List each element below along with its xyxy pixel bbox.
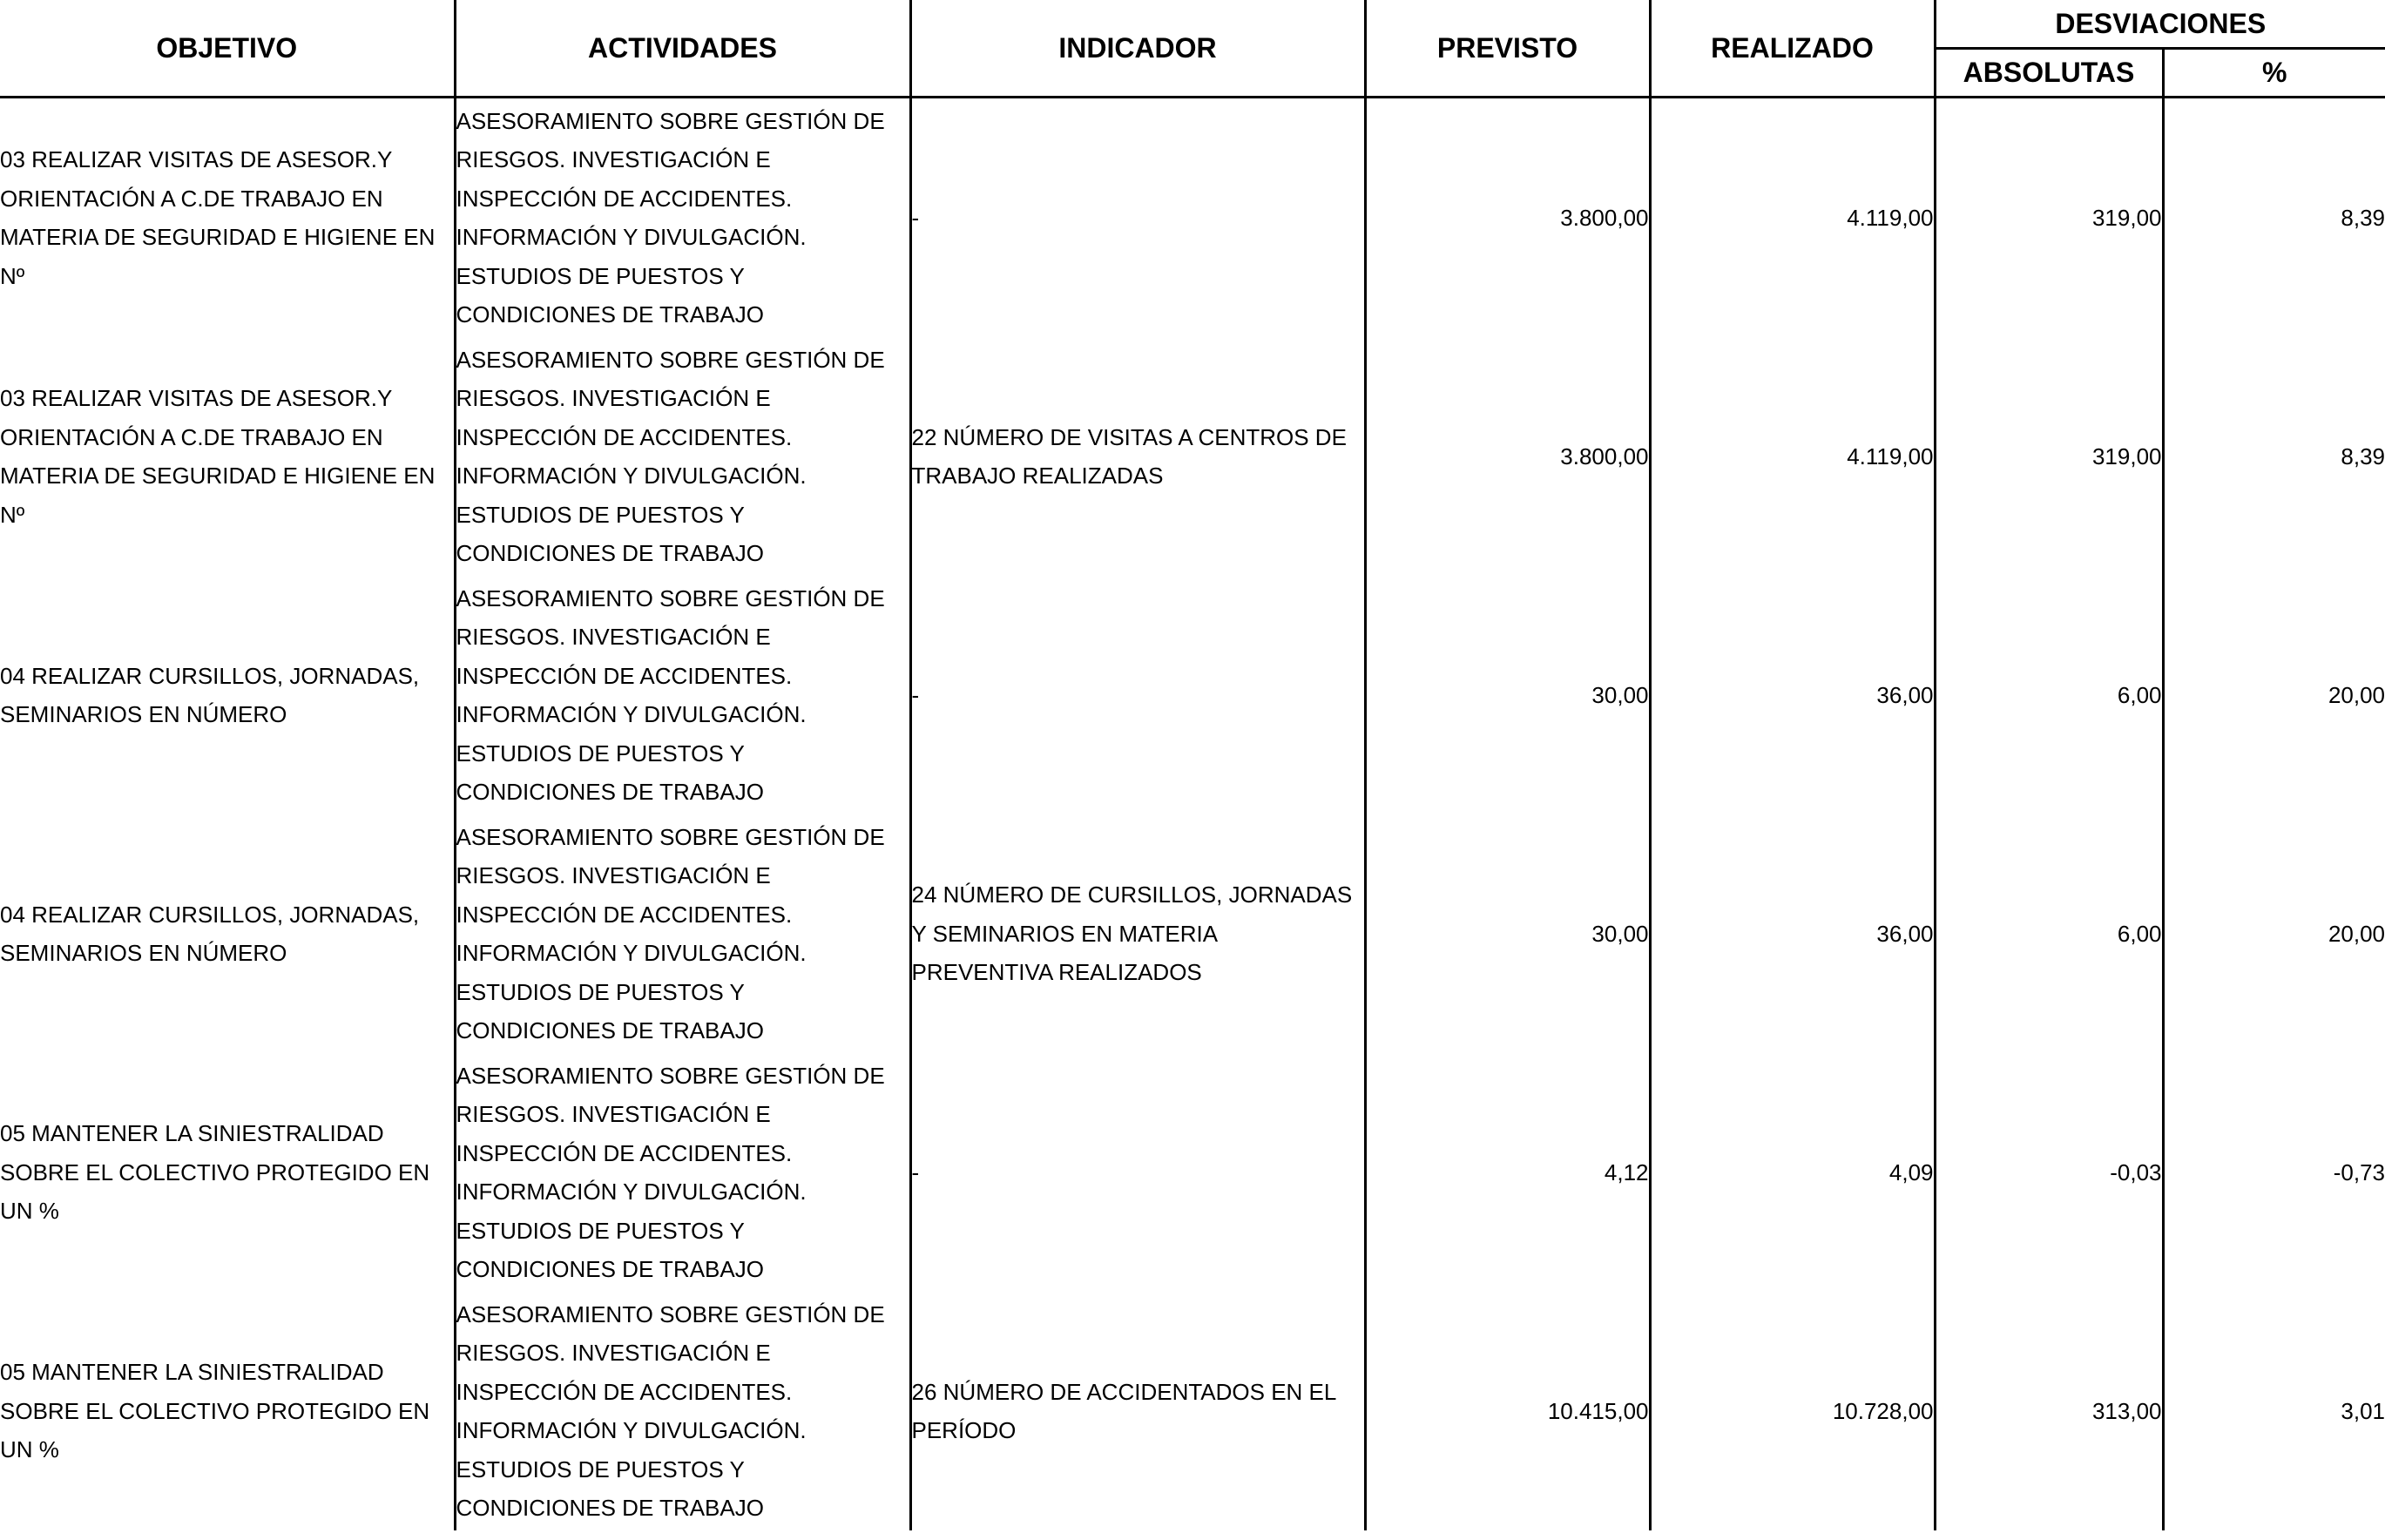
cell-realizado: 36,00	[1650, 576, 1935, 814]
cell-previsto: 30,00	[1365, 576, 1650, 814]
cell-objetivo: 04 REALIZAR CURSILLOS, JORNADAS, SEMINARIOS EN NÚMERO	[0, 901, 420, 966]
table-row	[0, 337, 2385, 576]
cell-indicador: 24 NÚMERO DE CURSILLOS, JORNADAS Y SEMINARIOS EN MATERIA PREVENTIVA REALIZADOS	[910, 814, 1365, 1053]
cell-realizado: 4,09	[1650, 1053, 1935, 1292]
cell-actividades: ASESORAMIENTO SOBRE GESTIÓN DE RIESGOS. INVESTIGACIÓN E INSPECCIÓN DE ACCIDENTES. INFORMACIÓN Y DIVULGACIÓN. ESTUDIOS DE PUESTOS Y CONDICIONES DE TRABAJO	[455, 1053, 910, 1292]
cell-absolutas: 313,00	[1935, 1292, 2163, 1530]
cell-porcentaje: 3,01	[2163, 1292, 2385, 1530]
table-header	[0, 0, 2385, 98]
cell-porcentaje: 8,39	[2163, 98, 2385, 338]
cell-actividades: ASESORAMIENTO SOBRE GESTIÓN DE RIESGOS. INVESTIGACIÓN E INSPECCIÓN DE ACCIDENTES. INFORMACIÓN Y DIVULGACIÓN. ESTUDIOS DE PUESTOS Y CONDICIONES DE TRABAJO	[455, 1292, 910, 1530]
table-body	[0, 98, 2385, 1531]
cell-indicador: 22 NÚMERO DE VISITAS A CENTROS DE TRABAJO REALIZADAS	[910, 337, 1365, 576]
cell-objetivo: 05 MANTENER LA SINIESTRALIDAD SOBRE EL COLECTIVO PROTEGIDO EN UN %	[0, 1359, 430, 1463]
cell-porcentaje: 8,39	[2163, 337, 2385, 576]
cell-realizado: 4.119,00	[1650, 337, 1935, 576]
header-previsto: PREVISTO	[1365, 0, 1650, 98]
cell-absolutas: 6,00	[1935, 576, 2163, 814]
cell-realizado: 4.119,00	[1650, 98, 1935, 338]
header-porcentaje: %	[2163, 49, 2385, 98]
cell-absolutas: 6,00	[1935, 814, 2163, 1053]
cell-actividades: ASESORAMIENTO SOBRE GESTIÓN DE RIESGOS. INVESTIGACIÓN E INSPECCIÓN DE ACCIDENTES. INFORMACIÓN Y DIVULGACIÓN. ESTUDIOS DE PUESTOS Y CONDICIONES DE TRABAJO	[455, 337, 910, 576]
cell-absolutas: 319,00	[1935, 98, 2163, 338]
cell-indicador: -	[910, 98, 1365, 338]
table-row	[0, 1053, 2385, 1292]
cell-indicador: -	[910, 576, 1365, 814]
header-desviaciones: DESVIACIONES	[1935, 0, 2385, 49]
cell-realizado: 36,00	[1650, 814, 1935, 1053]
cell-objetivo: 05 MANTENER LA SINIESTRALIDAD SOBRE EL COLECTIVO PROTEGIDO EN UN %	[0, 1120, 430, 1225]
header-indicador: INDICADOR	[910, 0, 1365, 98]
cell-previsto: 10.415,00	[1365, 1292, 1650, 1530]
cell-realizado: 10.728,00	[1650, 1292, 1935, 1530]
header-absolutas: ABSOLUTAS	[1935, 49, 2163, 98]
cell-previsto: 30,00	[1365, 814, 1650, 1053]
cell-porcentaje: -0,73	[2163, 1053, 2385, 1292]
cell-previsto: 3.800,00	[1365, 337, 1650, 576]
cell-actividades: ASESORAMIENTO SOBRE GESTIÓN DE RIESGOS. INVESTIGACIÓN E INSPECCIÓN DE ACCIDENTES. INFORMACIÓN Y DIVULGACIÓN. ESTUDIOS DE PUESTOS Y CONDICIONES DE TRABAJO	[455, 98, 910, 338]
cell-porcentaje: 20,00	[2163, 576, 2385, 814]
cell-previsto: 3.800,00	[1365, 98, 1650, 338]
cell-absolutas: -0,03	[1935, 1053, 2163, 1292]
cell-absolutas: 319,00	[1935, 337, 2163, 576]
cell-actividades: ASESORAMIENTO SOBRE GESTIÓN DE RIESGOS. INVESTIGACIÓN E INSPECCIÓN DE ACCIDENTES. INFORMACIÓN Y DIVULGACIÓN. ESTUDIOS DE PUESTOS Y CONDICIONES DE TRABAJO	[455, 814, 910, 1053]
header-realizado: REALIZADO	[1650, 0, 1935, 98]
cell-porcentaje: 20,00	[2163, 814, 2385, 1053]
table-row	[0, 814, 2385, 1053]
table-row	[0, 98, 2385, 338]
cell-objetivo: 03 REALIZAR VISITAS DE ASESOR.Y ORIENTACIÓN A C.DE TRABAJO EN MATERIA DE SEGURIDAD E HIGIENE EN Nº	[0, 385, 436, 528]
cell-previsto: 4,12	[1365, 1053, 1650, 1292]
cell-actividades: ASESORAMIENTO SOBRE GESTIÓN DE RIESGOS. INVESTIGACIÓN E INSPECCIÓN DE ACCIDENTES. INFORMACIÓN Y DIVULGACIÓN. ESTUDIOS DE PUESTOS Y CONDICIONES DE TRABAJO	[455, 576, 910, 814]
table-row	[0, 576, 2385, 814]
table-row	[0, 1292, 2385, 1530]
cell-objetivo: 03 REALIZAR VISITAS DE ASESOR.Y ORIENTACIÓN A C.DE TRABAJO EN MATERIA DE SEGURIDAD E HIGIENE EN Nº	[0, 146, 436, 289]
header-actividades: ACTIVIDADES	[455, 0, 910, 98]
header-objetivo: OBJETIVO	[0, 0, 455, 98]
cell-objetivo: 04 REALIZAR CURSILLOS, JORNADAS, SEMINARIOS EN NÚMERO	[0, 662, 420, 727]
cell-indicador: 26 NÚMERO DE ACCIDENTADOS EN EL PERÍODO	[910, 1292, 1365, 1530]
cell-indicador: -	[910, 1053, 1365, 1292]
